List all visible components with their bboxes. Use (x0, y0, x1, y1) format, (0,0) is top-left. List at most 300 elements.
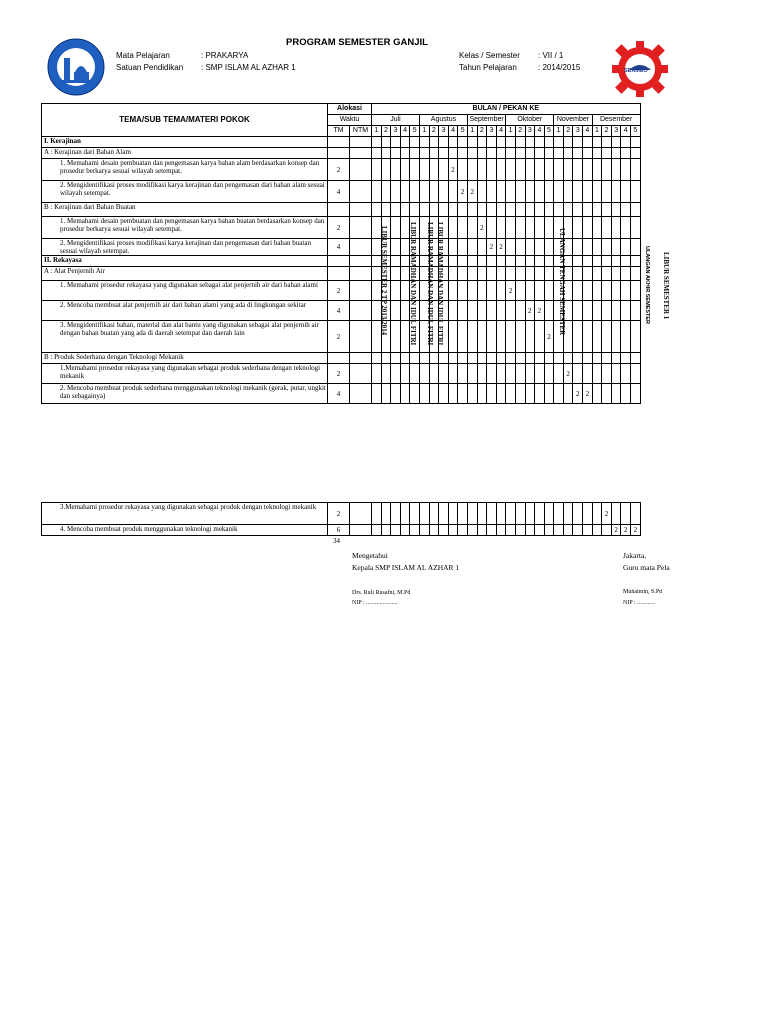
ntm-cell (350, 321, 372, 353)
week-cell (419, 181, 429, 203)
week-cell (487, 256, 497, 267)
week-cell (506, 525, 516, 536)
week-cell (611, 281, 621, 301)
ntm-cell (350, 239, 372, 256)
table-row (42, 239, 641, 256)
label-kelas-semester: Kelas / Semester (459, 51, 520, 60)
week-cell (515, 217, 525, 239)
tm-cell: 6 (328, 525, 350, 536)
week-cell (621, 181, 631, 203)
week-cell (506, 384, 516, 404)
week-cell (496, 321, 506, 353)
topic-cell: I. Kerajinan (42, 137, 328, 148)
table-row (42, 181, 641, 203)
week-cell (467, 321, 477, 353)
week-cell (487, 217, 497, 239)
topic-cell: A : Alat Penjernih Air (42, 267, 328, 281)
week-cell (496, 159, 506, 181)
week-cell (381, 181, 391, 203)
week-cell (429, 384, 439, 404)
week-cell (381, 503, 391, 525)
week-mark: 2 (487, 239, 497, 256)
week-cell (439, 159, 449, 181)
tm-cell (328, 148, 350, 159)
week-cell (448, 148, 458, 159)
week-cell (631, 267, 641, 281)
week-cell (419, 525, 429, 536)
week-cell (381, 353, 391, 364)
ntm-cell (350, 384, 372, 404)
week-cell (487, 525, 497, 536)
week-cell (487, 364, 497, 384)
week-cell (611, 137, 621, 148)
program-semester-table (41, 103, 641, 404)
week-cell (458, 256, 468, 267)
week-header: 5 (458, 126, 468, 137)
week-cell (573, 281, 583, 301)
week-cell (631, 137, 641, 148)
week-cell (515, 181, 525, 203)
week-cell (506, 353, 516, 364)
week-cell (554, 353, 564, 364)
week-cell (410, 364, 420, 384)
table-row (42, 525, 641, 536)
week-cell (458, 203, 468, 217)
week-cell (448, 267, 458, 281)
program-semester-table-continued (41, 502, 641, 536)
value-kelas-semester: : VII / 1 (538, 51, 564, 60)
week-cell (554, 148, 564, 159)
table-row (42, 321, 641, 353)
week-cell (592, 353, 602, 364)
week-cell (496, 203, 506, 217)
week-cell (592, 281, 602, 301)
week-cell (621, 301, 631, 321)
week-cell (506, 503, 516, 525)
tm-cell: 2 (328, 159, 350, 181)
week-cell (429, 137, 439, 148)
week-cell (535, 217, 545, 239)
week-cell (410, 137, 420, 148)
week-cell (506, 137, 516, 148)
week-cell (535, 159, 545, 181)
week-cell (535, 525, 545, 536)
week-cell (631, 281, 641, 301)
week-cell (372, 203, 382, 217)
week-mark: 2 (621, 525, 631, 536)
tm-cell: 4 (328, 181, 350, 203)
seameo-logo-text: SEAMEO (624, 68, 648, 74)
table-row (42, 159, 641, 181)
week-cell (419, 203, 429, 217)
week-cell (525, 281, 535, 301)
week-cell (487, 181, 497, 203)
week-cell (391, 239, 401, 256)
week-cell (487, 203, 497, 217)
week-cell (496, 148, 506, 159)
week-cell (525, 148, 535, 159)
week-cell (400, 525, 410, 536)
week-cell (410, 148, 420, 159)
week-cell (410, 159, 420, 181)
week-cell (391, 384, 401, 404)
week-cell (372, 525, 382, 536)
week-cell (592, 256, 602, 267)
week-mark: 2 (477, 217, 487, 239)
month-header: Oktober (506, 115, 554, 126)
week-cell (554, 503, 564, 525)
topic-cell: 1.Memahami prosedur rekayasa yang digunakan sebagai produk sederhana dengan teknologi mekanik (42, 364, 328, 384)
week-cell (410, 353, 420, 364)
week-cell (410, 203, 420, 217)
week-cell (602, 384, 612, 404)
week-cell (592, 301, 602, 321)
week-cell (573, 239, 583, 256)
week-cell (544, 301, 554, 321)
week-cell (458, 525, 468, 536)
week-cell (458, 503, 468, 525)
week-cell (372, 137, 382, 148)
label-satuan-pendidikan: Satuan Pendidikan (116, 63, 184, 72)
week-cell (631, 364, 641, 384)
week-cell (544, 364, 554, 384)
week-cell (439, 364, 449, 384)
week-cell (448, 364, 458, 384)
week-cell (554, 159, 564, 181)
week-cell (458, 353, 468, 364)
week-cell (583, 503, 593, 525)
week-cell (525, 256, 535, 267)
week-cell (583, 203, 593, 217)
week-cell (554, 181, 564, 203)
week-cell (391, 364, 401, 384)
week-cell (535, 384, 545, 404)
tm-cell (328, 353, 350, 364)
week-cell (515, 364, 525, 384)
week-cell (544, 148, 554, 159)
week-cell (631, 384, 641, 404)
week-cell (391, 321, 401, 353)
week-cell (410, 525, 420, 536)
topic-cell: 1. Memahami prosedur rekayasa yang digunakan sebagai alat penjernih air dari bahan alami (42, 281, 328, 301)
week-cell (544, 203, 554, 217)
week-cell (496, 503, 506, 525)
table-row (42, 256, 641, 267)
sig-right-name: Muhaimin, S.Pd (623, 589, 663, 595)
tm-cell (328, 256, 350, 267)
topic-cell: 2. Mengidentifikasi proses modifikasi karya kerajinan dan pengemasan dari bahan buatan sesuai wilayah setempat. (42, 239, 328, 256)
week-cell (429, 148, 439, 159)
week-cell (458, 364, 468, 384)
week-cell (611, 181, 621, 203)
week-cell (477, 181, 487, 203)
week-cell (506, 181, 516, 203)
sig-right-line2: Guru mata Pela (623, 563, 670, 572)
week-cell (381, 159, 391, 181)
week-mark: 2 (631, 525, 641, 536)
week-cell (583, 281, 593, 301)
week-cell (467, 267, 477, 281)
week-cell (621, 148, 631, 159)
week-cell (611, 503, 621, 525)
week-cell (506, 267, 516, 281)
week-cell (583, 525, 593, 536)
week-cell (496, 267, 506, 281)
week-cell (477, 256, 487, 267)
week-header: 1 (554, 126, 564, 137)
week-cell (381, 148, 391, 159)
week-cell (487, 159, 497, 181)
week-cell (477, 353, 487, 364)
week-mark: 2 (506, 281, 516, 301)
week-cell (573, 503, 583, 525)
week-cell (506, 217, 516, 239)
week-cell (467, 301, 477, 321)
week-cell (391, 148, 401, 159)
week-cell (611, 301, 621, 321)
week-cell (410, 181, 420, 203)
week-cell (525, 267, 535, 281)
ntm-cell (350, 256, 372, 267)
week-cell (448, 256, 458, 267)
topic-cell: 2. Mencoba membuat produk sederhana menggunakan teknologi mekanik (gerak, putar, ungkit dan sebagainya) (42, 384, 328, 404)
week-cell (583, 301, 593, 321)
week-cell (515, 301, 525, 321)
week-cell (410, 503, 420, 525)
week-cell (573, 137, 583, 148)
week-cell (496, 217, 506, 239)
tm-cell: 2 (328, 217, 350, 239)
week-cell (391, 301, 401, 321)
week-cell (458, 281, 468, 301)
week-cell (467, 137, 477, 148)
table-row (42, 353, 641, 364)
week-mark: 2 (611, 525, 621, 536)
week-mark: 2 (448, 159, 458, 181)
week-cell (573, 353, 583, 364)
week-cell (515, 384, 525, 404)
week-cell (602, 353, 612, 364)
week-cell (515, 256, 525, 267)
week-cell (429, 525, 439, 536)
week-cell (400, 384, 410, 404)
week-cell (583, 137, 593, 148)
week-cell (381, 384, 391, 404)
week-cell (467, 203, 477, 217)
value-tahun-pelajaran: : 2014/2015 (538, 63, 581, 72)
week-cell (573, 525, 583, 536)
vertical-label: LIBUR SEMESTER 2 TP 2013/2014 (380, 226, 388, 336)
week-cell (477, 384, 487, 404)
week-cell (554, 384, 564, 404)
week-cell (592, 137, 602, 148)
week-cell (419, 148, 429, 159)
week-cell (458, 239, 468, 256)
week-cell (467, 364, 477, 384)
week-cell (496, 353, 506, 364)
vertical-label: LIBUR RAMADHAN DAN IDUL FITRI (426, 222, 434, 346)
tm-cell (328, 203, 350, 217)
week-header: 1 (372, 126, 382, 137)
week-cell (477, 301, 487, 321)
week-cell (563, 159, 573, 181)
week-cell (419, 364, 429, 384)
tm-cell: 2 (328, 281, 350, 301)
week-cell (400, 148, 410, 159)
week-cell (611, 217, 621, 239)
week-cell (381, 137, 391, 148)
week-cell (448, 301, 458, 321)
week-cell (515, 321, 525, 353)
week-cell (372, 503, 382, 525)
week-header: 5 (544, 126, 554, 137)
week-cell (611, 203, 621, 217)
week-cell (592, 239, 602, 256)
vertical-label: LIBUR SEMESTER 1 (662, 252, 670, 320)
week-header: 1 (592, 126, 602, 137)
week-header: 4 (400, 126, 410, 137)
week-mark: 2 (573, 384, 583, 404)
week-cell (391, 217, 401, 239)
week-mark: 2 (563, 364, 573, 384)
week-cell (467, 159, 477, 181)
week-cell (554, 364, 564, 384)
week-cell (525, 159, 535, 181)
week-cell (563, 384, 573, 404)
week-cell (631, 181, 641, 203)
week-cell (477, 281, 487, 301)
week-cell (621, 384, 631, 404)
week-cell (448, 239, 458, 256)
table-row (42, 503, 641, 525)
sig-left-nip: NIP : ..................... (352, 600, 398, 606)
week-cell (544, 281, 554, 301)
week-cell (602, 321, 612, 353)
week-cell (525, 239, 535, 256)
week-cell (477, 503, 487, 525)
week-cell (439, 137, 449, 148)
week-mark: 2 (544, 321, 554, 353)
week-mark: 2 (535, 301, 545, 321)
week-cell (419, 384, 429, 404)
week-cell (583, 148, 593, 159)
week-cell (535, 203, 545, 217)
week-cell (372, 364, 382, 384)
week-header: 3 (611, 126, 621, 137)
week-header: 3 (391, 126, 401, 137)
page-title: PROGRAM SEMESTER GANJIL (286, 37, 428, 48)
week-cell (419, 137, 429, 148)
week-cell (439, 503, 449, 525)
week-cell (439, 148, 449, 159)
week-cell (525, 217, 535, 239)
week-cell (535, 181, 545, 203)
week-cell (506, 364, 516, 384)
week-cell (391, 203, 401, 217)
week-cell (448, 181, 458, 203)
week-cell (410, 384, 420, 404)
tm-cell (328, 267, 350, 281)
week-cell (506, 239, 516, 256)
week-cell (592, 503, 602, 525)
week-cell (592, 203, 602, 217)
week-header: 1 (467, 126, 477, 137)
week-cell (391, 267, 401, 281)
week-cell (621, 321, 631, 353)
week-cell (592, 181, 602, 203)
week-header: 4 (448, 126, 458, 137)
week-cell (506, 148, 516, 159)
ntm-cell (350, 137, 372, 148)
week-cell (496, 364, 506, 384)
week-cell (506, 256, 516, 267)
week-cell (563, 353, 573, 364)
topic-header: TEMA/SUB TEMA/MATERI POKOK (42, 104, 328, 137)
week-cell (506, 159, 516, 181)
week-cell (439, 353, 449, 364)
month-header: November (554, 115, 592, 126)
week-cell (429, 159, 439, 181)
week-cell (621, 281, 631, 301)
week-cell (563, 181, 573, 203)
week-cell (602, 525, 612, 536)
week-cell (611, 148, 621, 159)
week-cell (506, 321, 516, 353)
week-cell (631, 256, 641, 267)
ntm-cell (350, 353, 372, 364)
week-cell (439, 181, 449, 203)
week-cell (467, 281, 477, 301)
label-tahun-pelajaran: Tahun Pelajaran (459, 63, 517, 72)
week-cell (400, 503, 410, 525)
week-cell (515, 525, 525, 536)
week-cell (429, 181, 439, 203)
week-mark: 2 (467, 181, 477, 203)
week-cell (429, 364, 439, 384)
week-cell (496, 181, 506, 203)
vertical-label: LIBUR RAMADHAN DAN IDUL FITRI (409, 222, 417, 346)
week-header: 4 (583, 126, 593, 137)
week-header: 3 (439, 126, 449, 137)
topic-cell: II. Rekayasa (42, 256, 328, 267)
week-cell (592, 321, 602, 353)
week-cell (573, 181, 583, 203)
week-cell (611, 364, 621, 384)
week-cell (592, 364, 602, 384)
value-mata-pelajaran: : PRAKARYA (201, 51, 249, 60)
week-cell (487, 321, 497, 353)
vertical-label: ULANGAN AKHIR SEMESTER (644, 246, 650, 325)
week-cell (458, 384, 468, 404)
week-cell (467, 525, 477, 536)
week-cell (583, 353, 593, 364)
week-cell (583, 256, 593, 267)
week-cell (554, 137, 564, 148)
week-cell (621, 267, 631, 281)
week-cell (372, 181, 382, 203)
week-cell (515, 203, 525, 217)
week-cell (573, 217, 583, 239)
week-cell (611, 353, 621, 364)
value-satuan-pendidikan: : SMP ISLAM AL AZHAR 1 (201, 63, 296, 72)
total-tm: 34 (333, 537, 340, 545)
week-cell (592, 159, 602, 181)
week-cell (458, 148, 468, 159)
week-cell (477, 239, 487, 256)
week-cell (400, 203, 410, 217)
week-cell (372, 384, 382, 404)
week-cell (477, 525, 487, 536)
